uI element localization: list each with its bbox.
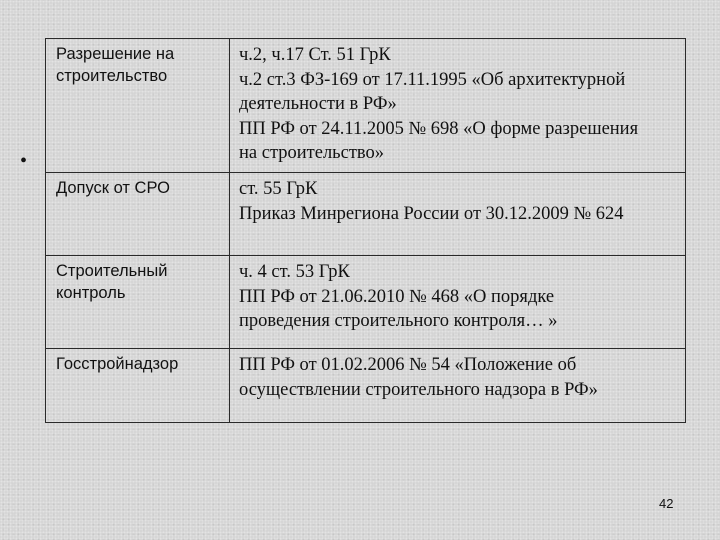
topic-line: Разрешение на (56, 45, 175, 63)
reference-item (239, 177, 679, 202)
topic-cell (46, 256, 230, 349)
bullet-marker: • (20, 150, 28, 172)
topic-line: Строительный (56, 262, 168, 280)
reference-item (239, 202, 679, 227)
table-row (46, 349, 686, 423)
reference-line: деятельности в РФ» (239, 94, 397, 114)
reference-item (239, 117, 679, 166)
reference-line: ПП РФ от 21.06.2010 № 468 «О порядке (239, 286, 555, 307)
reference-line: проведения строительного контроля… » (239, 311, 558, 331)
reference-item (239, 260, 679, 285)
topic-cell (46, 39, 230, 173)
topic-cell (46, 349, 230, 423)
reference-line: ПП РФ от 01.02.2006 № 54 «Положение об (239, 355, 577, 375)
topic-line: контроль (56, 284, 126, 302)
page-number: 42 (659, 496, 674, 511)
reference-item (239, 68, 679, 117)
reference-item (239, 285, 679, 334)
reference-line: ст. 55 ГрК (239, 179, 318, 199)
topic-line: Госстройнадзор (56, 355, 179, 373)
reference-line: ПП РФ от 24.11.2005 № 698 «О форме разрешения (239, 118, 639, 139)
legal-basis-table (45, 38, 686, 423)
references-cell (230, 39, 686, 173)
table-row (46, 39, 686, 173)
references-cell (230, 256, 686, 349)
topic-line: строительство (56, 67, 168, 85)
reference-line: ч.2 ст.3 ФЗ-169 от 17.11.1995 «Об архитектурной (239, 69, 626, 90)
reference-item (239, 353, 679, 402)
reference-line: осуществлении строительного надзора в РФ» (239, 379, 598, 400)
topic-line: Допуск от СРО (56, 179, 170, 197)
references-cell (230, 349, 686, 423)
table-row (46, 256, 686, 349)
references-cell (230, 173, 686, 256)
topic-cell (46, 173, 230, 256)
reference-line: ч. 4 ст. 53 ГрК (239, 262, 350, 282)
reference-item (239, 43, 679, 68)
reference-line: на строительство» (239, 143, 385, 163)
table-row (46, 173, 686, 256)
reference-line: Приказ Минрегиона России от 30.12.2009 № 624 (239, 203, 624, 224)
reference-line: ч.2, ч.17 Ст. 51 ГрК (239, 45, 391, 65)
